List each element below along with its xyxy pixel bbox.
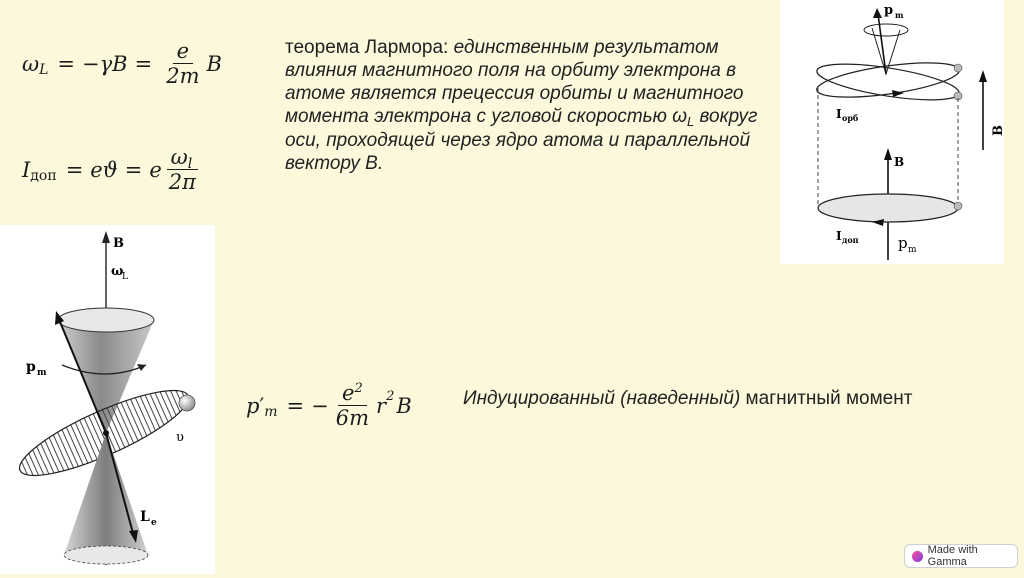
- numerator: [338, 382, 367, 406]
- orbit-ellipse-2: [815, 57, 962, 107]
- equals-sign: =: [65, 157, 84, 182]
- equals-sign: =: [57, 51, 76, 76]
- caption-word-2: магнитный момент: [740, 388, 913, 409]
- minus-sign: −: [311, 393, 329, 418]
- current-symbol: I: [22, 157, 31, 182]
- pm-top-arrowhead: [873, 8, 882, 18]
- axis-arrowhead: [102, 231, 110, 243]
- lower-cone-rim: [64, 546, 148, 564]
- moment-subscript: m: [264, 403, 278, 420]
- fraction: [165, 146, 200, 193]
- upper-cone-rim: [58, 308, 154, 332]
- orbit-current-arrowhead: [892, 90, 904, 97]
- b-small-arrowhead: [884, 148, 892, 160]
- charge-e: e: [149, 157, 162, 182]
- label-pm-top: p: [884, 3, 894, 18]
- label-omega: ω: [111, 264, 124, 279]
- moment-symbol: p: [246, 393, 260, 418]
- denominator: 2m: [166, 64, 200, 89]
- label-pm: p: [26, 359, 36, 375]
- additional-current-formula: [22, 146, 203, 193]
- induced-moment-formula: [246, 382, 412, 429]
- equals-sign: =: [286, 393, 305, 418]
- larmor-frequency-formula: [22, 40, 222, 87]
- prime-mark: ′: [259, 393, 265, 418]
- label-b-big: B: [991, 125, 1006, 136]
- badge-text: Made with Gamma: [927, 544, 978, 568]
- omega-symbol: ω: [22, 51, 40, 76]
- field-b: B: [396, 393, 412, 418]
- exponent: 2: [354, 381, 363, 396]
- radius-r: r: [376, 393, 387, 418]
- label-iorb: I: [836, 107, 842, 121]
- omega-subscript: L: [39, 61, 49, 78]
- label-pm-sub: m: [37, 368, 47, 378]
- precession-cone-diagram: [0, 225, 215, 574]
- label-l: L: [140, 509, 150, 525]
- numerator: e: [173, 40, 193, 64]
- field-b: B: [206, 51, 222, 76]
- fraction: [162, 40, 203, 87]
- omega-symbol: ω: [170, 145, 188, 169]
- top-cone-rim: [864, 24, 908, 36]
- made-with-gamma-badge[interactable]: [904, 544, 1018, 568]
- theorem-body-2: вокруг оси, проходящей через ядро атома и параллельной вектору В.: [285, 106, 758, 174]
- caption-parenthetical: (наведенный): [614, 388, 741, 409]
- theorem-lead: теорема Лармора:: [285, 37, 449, 58]
- caption-word-1: Индуцированный: [463, 388, 615, 409]
- omega-subscript: l: [187, 156, 193, 172]
- denominator: 2π: [168, 170, 196, 195]
- gamma-logo-icon: [912, 551, 923, 562]
- numerator: [167, 146, 199, 170]
- b-field-arrowhead: [979, 70, 987, 82]
- e-theta: eϑ: [90, 157, 118, 182]
- theorem-body-1: единственным результатом влияния магнитного поля на орбиту электрона в атоме является прецессия орбиты и магнитного момента электрона с угловой скоростью ω: [285, 37, 744, 127]
- orbit-precession-figure: [780, 0, 1004, 264]
- equals-sign: =: [124, 157, 143, 182]
- electron-ball-bottom: [954, 202, 962, 210]
- fraction: [332, 382, 373, 429]
- exponent: 2: [386, 389, 395, 405]
- label-b-small: B: [894, 155, 905, 169]
- denominator: 6m: [335, 406, 370, 431]
- charge-e: e: [342, 381, 355, 405]
- pm-top-vector: [878, 14, 886, 74]
- label-idop-sub: доп: [842, 235, 859, 245]
- current-subscript: доп: [30, 167, 57, 184]
- larmor-theorem-text: [285, 36, 785, 175]
- minus-gamma-b: −γB: [82, 51, 128, 76]
- label-iorb-sub: орб: [842, 113, 859, 123]
- label-omega-sub: L: [122, 272, 128, 282]
- orbit-precession-diagram: [780, 0, 1004, 264]
- precession-cone-figure: [0, 225, 215, 574]
- label-pm-bottom: p: [898, 234, 908, 252]
- label-velocity: υ: [176, 430, 184, 445]
- theorem-body-subscript: L: [687, 114, 695, 129]
- label-pm-bottom-sub: m: [908, 245, 917, 255]
- electron-ball: [179, 395, 195, 411]
- label-l-sub: e: [151, 518, 157, 528]
- label-idop: I: [836, 229, 842, 243]
- bottom-orbit: [818, 194, 958, 222]
- electron-ball-top: [954, 64, 962, 72]
- label-b: B: [113, 236, 124, 251]
- induced-moment-caption: [463, 388, 912, 410]
- equals-sign: =: [134, 51, 153, 76]
- label-pm-top-sub: m: [895, 10, 904, 20]
